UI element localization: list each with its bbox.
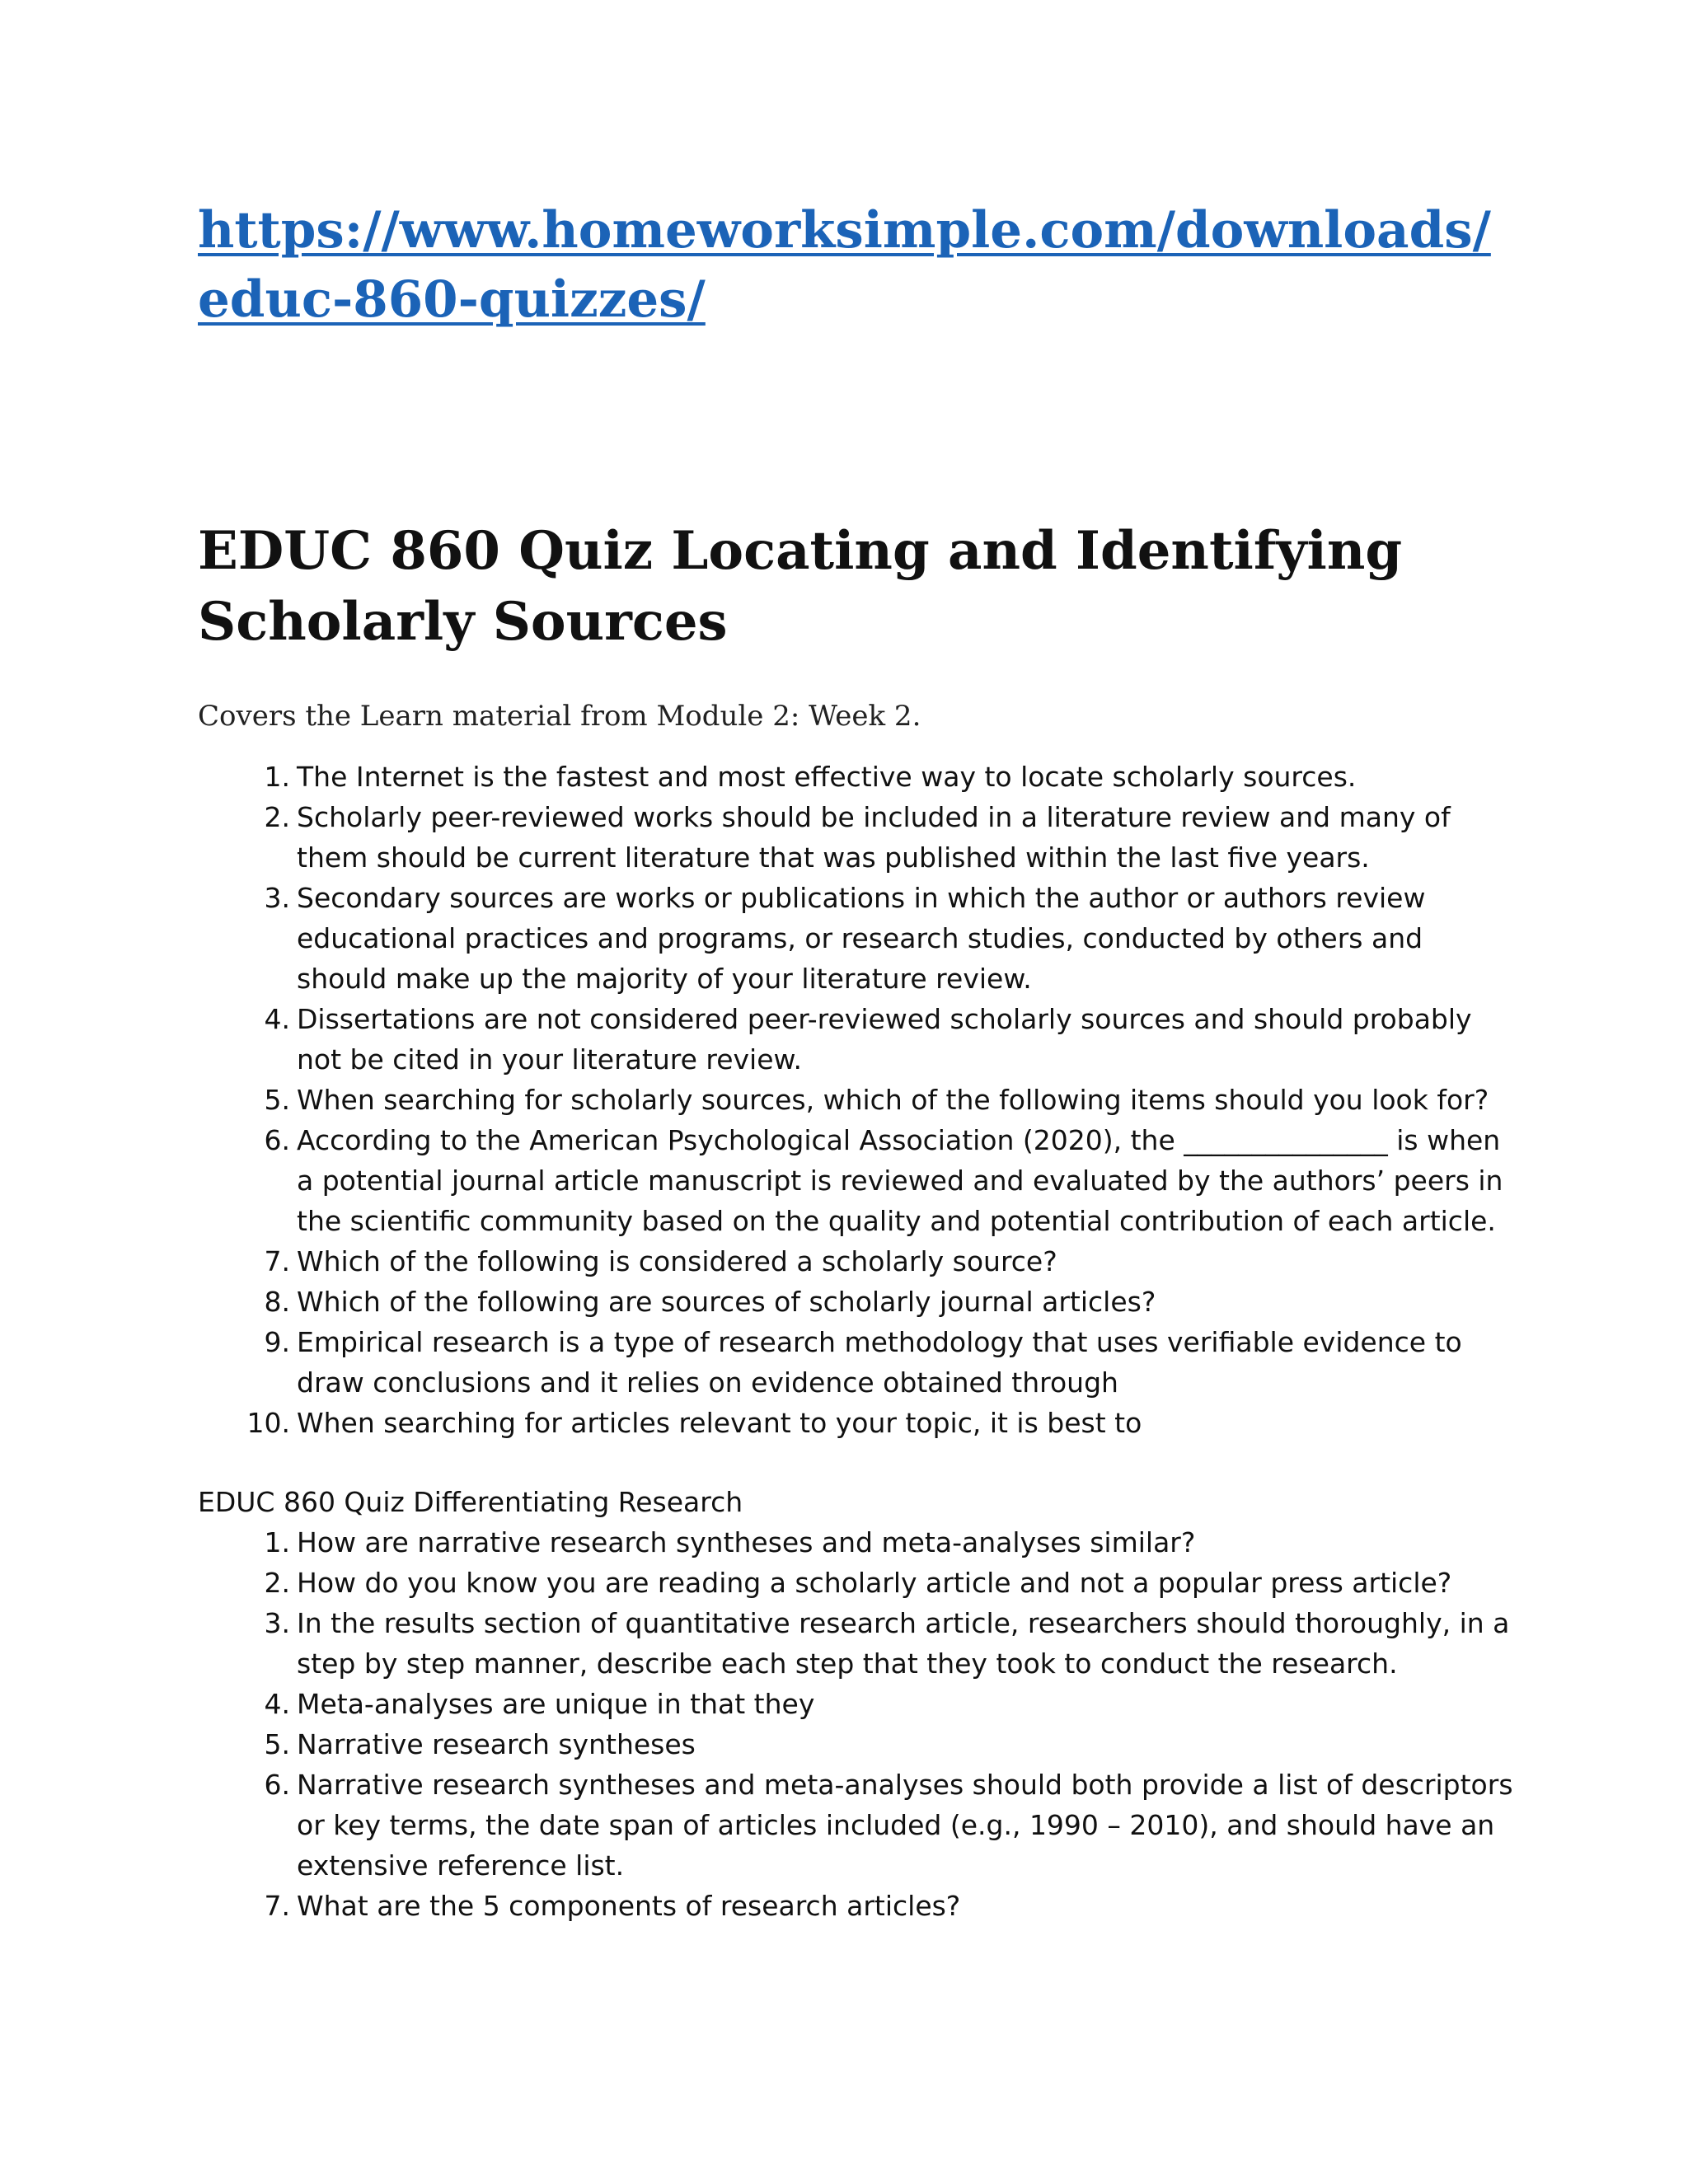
question-item xyxy=(198,1120,1517,1241)
intro-text: Covers the Learn material from Module 2: Week 2. xyxy=(198,700,921,733)
question-text: In the results section of quantitative research article, researchers should thoroughly, in a step by step manner, describe each step that they took to conduct the research. xyxy=(297,1607,1510,1680)
question-number: 5. xyxy=(264,1084,290,1116)
question-item xyxy=(198,757,1517,797)
question-number: 6. xyxy=(264,1769,290,1801)
question-item xyxy=(198,797,1517,878)
download-link[interactable]: https://www.homeworksimple.com/downloads/educ-860-quizzes/ xyxy=(198,201,1491,329)
question-item xyxy=(198,1603,1517,1684)
question-item xyxy=(198,1886,1517,1926)
question-number: 10. xyxy=(246,1407,290,1439)
question-item xyxy=(198,1282,1517,1322)
question-number: 3. xyxy=(264,1607,290,1639)
question-text: How are narrative research syntheses and meta-analyses similar? xyxy=(297,1526,1196,1558)
document-content xyxy=(198,196,1517,1926)
question-number: 2. xyxy=(264,1567,290,1599)
question-text: Empirical research is a type of research methodology that uses verifiable evidence to draw conclusions and it relies on evidence obtained through xyxy=(297,1326,1462,1399)
question-item xyxy=(198,1080,1517,1120)
question-item xyxy=(198,1241,1517,1282)
question-text: Scholarly peer-reviewed works should be included in a literature review and many of them should be current literature that was published within the last five years. xyxy=(297,801,1451,874)
question-number: 7. xyxy=(264,1890,290,1922)
question-text: What are the 5 components of research articles? xyxy=(297,1890,961,1922)
question-text: According to the American Psychological Association (2020), the _______________ is when a potential journal article manuscript is reviewed and evaluated by the authors’ peers in the scientific community based on the quality and potential contribution of each article. xyxy=(297,1124,1503,1237)
question-item xyxy=(198,1765,1517,1886)
question-number: 7. xyxy=(264,1245,290,1277)
question-text: Which of the following are sources of scholarly journal articles? xyxy=(297,1286,1156,1318)
quiz-2-question-list xyxy=(198,1522,1517,1926)
question-text: Secondary sources are works or publications in which the author or authors review educational practices and programs, or research studies, conducted by others and should make up the majority of your literature review. xyxy=(297,882,1426,995)
quiz-2-title: EDUC 860 Quiz Differentiating Research xyxy=(198,1486,743,1518)
question-number: 4. xyxy=(264,1003,290,1035)
question-item xyxy=(198,1522,1517,1563)
question-number: 6. xyxy=(264,1124,290,1156)
question-text: Narrative research syntheses xyxy=(297,1728,696,1760)
question-number: 3. xyxy=(264,882,290,914)
question-text: When searching for articles relevant to your topic, it is best to xyxy=(297,1407,1142,1439)
question-item xyxy=(198,1724,1517,1765)
quiz-1-question-list xyxy=(198,757,1517,1443)
document-title: EDUC 860 Quiz Locating and Identifying Scholarly Sources xyxy=(198,520,1403,653)
question-number: 1. xyxy=(264,1526,290,1558)
question-text: Dissertations are not considered peer-reviewed scholarly sources and should probably not be cited in your literature review. xyxy=(297,1003,1472,1076)
question-text: Which of the following is considered a scholarly source? xyxy=(297,1245,1057,1277)
question-item xyxy=(198,1403,1517,1443)
question-number: 5. xyxy=(264,1728,290,1760)
question-text: When searching for scholarly sources, which of the following items should you look for? xyxy=(297,1084,1489,1116)
question-text: Narrative research syntheses and meta-analyses should both provide a list of descriptors or key terms, the date span of articles included (e.g., 1990 – 2010), and should have an extensive reference list. xyxy=(297,1769,1513,1882)
question-number: 8. xyxy=(264,1286,290,1318)
question-text: The Internet is the fastest and most effective way to locate scholarly sources. xyxy=(297,761,1357,793)
question-text: Meta-analyses are unique in that they xyxy=(297,1688,815,1720)
question-item xyxy=(198,999,1517,1080)
question-item xyxy=(198,878,1517,999)
question-number: 9. xyxy=(264,1326,290,1358)
question-number: 1. xyxy=(264,761,290,793)
question-number: 4. xyxy=(264,1688,290,1720)
question-item xyxy=(198,1322,1517,1403)
question-text: How do you know you are reading a scholarly article and not a popular press article? xyxy=(297,1567,1452,1599)
question-item xyxy=(198,1563,1517,1603)
question-number: 2. xyxy=(264,801,290,833)
question-item xyxy=(198,1684,1517,1724)
